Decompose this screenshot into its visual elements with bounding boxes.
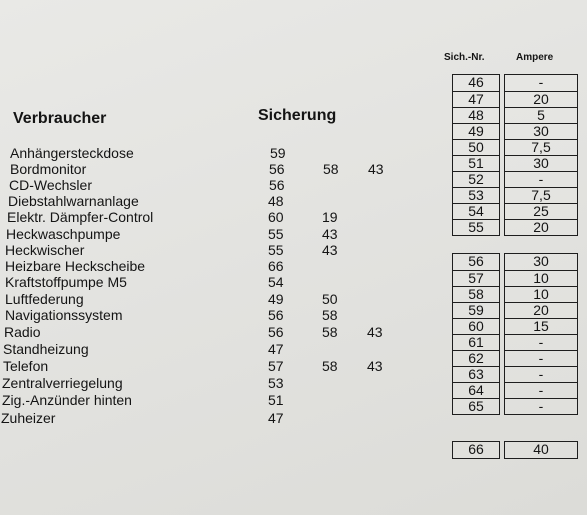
consumer-name: Luftfederung — [5, 291, 84, 307]
consumer-name: Navigationssystem — [5, 307, 123, 323]
fuse-number-column — [452, 74, 500, 236]
fuse-number-cell: 48 — [453, 107, 499, 123]
fuse-number: 51 — [268, 392, 284, 408]
ampere-cell: 10 — [505, 270, 577, 286]
fuse-number-cell: 62 — [453, 350, 499, 366]
fuse-number-cell: 63 — [453, 366, 499, 382]
fuse-number: 43 — [322, 226, 338, 242]
consumer-name: Radio — [4, 324, 41, 340]
fuse-number: 50 — [322, 291, 338, 307]
fuse-number-cell: 52 — [453, 171, 499, 187]
fuse-number-cell: 49 — [453, 123, 499, 139]
fuse-number: 49 — [268, 291, 284, 307]
fuse-number: 53 — [268, 375, 284, 391]
fuse-number-cell: 61 — [453, 334, 499, 350]
ampere-cell: 25 — [505, 203, 577, 219]
fuse-number-cell: 50 — [453, 139, 499, 155]
fuse-number: 47 — [268, 341, 284, 357]
ampere-cell: 15 — [505, 318, 577, 334]
fuse-number-column — [452, 441, 500, 459]
ampere-cell: - — [505, 350, 577, 366]
ampere-cell: 7,5 — [505, 139, 577, 155]
consumer-name: Heizbare Heckscheibe — [5, 258, 146, 274]
fuse-number: 43 — [367, 324, 383, 340]
fuse-number-cell: 66 — [468, 441, 484, 457]
fuse-number-cell: 58 — [453, 286, 499, 302]
fuse-number-cell: 56 — [468, 253, 484, 269]
ampere-cell: 20 — [505, 302, 577, 318]
fuse-number-cell: 46 — [468, 74, 484, 90]
consumer-name: Standheizung — [3, 341, 89, 357]
ampere-column — [504, 253, 578, 415]
fuse-number: 43 — [367, 358, 383, 374]
fuse-number-cell: 55 — [453, 219, 499, 235]
fuse-number-cell: 59 — [453, 302, 499, 318]
ampere-cell: 30 — [505, 123, 577, 139]
fuse-number-header: Sich.-Nr. — [444, 52, 485, 63]
ampere-column — [504, 74, 578, 236]
ampere-cell: 40 — [533, 441, 549, 457]
consumer-name: Zuheizer — [1, 410, 56, 426]
fuse-number-cell: 51 — [453, 155, 499, 171]
fuse-number-cell: 53 — [453, 187, 499, 203]
fuse-number: 43 — [322, 242, 338, 258]
consumer-heading: Verbraucher — [13, 110, 107, 127]
ampere-cell: - — [538, 74, 544, 90]
consumer-name: Diebstahlwarnanlage — [8, 193, 139, 209]
fuse-number: 59 — [270, 145, 286, 161]
fuse-number-cell: 64 — [453, 382, 499, 398]
ampere-cell: - — [505, 398, 577, 414]
fuse-number-cell: 60 — [453, 318, 499, 334]
ampere-cell: - — [505, 171, 577, 187]
fuse-number: 54 — [268, 274, 284, 290]
fuse-number: 55 — [268, 226, 284, 242]
consumer-name: Zentralverriegelung — [2, 375, 123, 391]
fuse-number: 56 — [268, 307, 284, 323]
ampere-cell: - — [505, 334, 577, 350]
ampere-cell: 30 — [533, 253, 549, 269]
ampere-cell: 20 — [505, 219, 577, 235]
fuse-number: 66 — [268, 258, 284, 274]
ampere-cell: 10 — [505, 286, 577, 302]
consumer-name: Kraftstoffpumpe M5 — [5, 274, 127, 290]
ampere-cell: 20 — [505, 91, 577, 107]
consumer-name: CD-Wechsler — [9, 177, 92, 193]
fuse-number-cell: 65 — [453, 398, 499, 414]
ampere-cell: - — [505, 382, 577, 398]
fuse-number-cell: 47 — [453, 91, 499, 107]
fuse-number-column — [452, 253, 500, 415]
consumer-name: Heckwischer — [5, 242, 85, 258]
fuse-number: 60 — [268, 209, 284, 225]
fuse-number: 19 — [322, 209, 338, 225]
consumer-name: Heckwaschpumpe — [6, 226, 121, 242]
fuse-number: 43 — [368, 161, 384, 177]
fuse-number-cell: 54 — [453, 203, 499, 219]
fuse-number: 58 — [323, 161, 339, 177]
ampere-cell: 7,5 — [505, 187, 577, 203]
fuse-number: 47 — [268, 410, 284, 426]
ampere-cell: 5 — [505, 107, 577, 123]
consumer-name: Elektr. Dämpfer-Control — [7, 209, 154, 225]
fuse-number: 58 — [322, 307, 338, 323]
fuse-number: 56 — [269, 161, 285, 177]
fuse-number: 56 — [269, 177, 285, 193]
fuse-number: 57 — [268, 358, 284, 374]
fuse-number: 55 — [268, 242, 284, 258]
fuse-heading: Sicherung — [258, 107, 337, 124]
ampere-cell: - — [505, 366, 577, 382]
consumer-name: Telefon — [3, 358, 49, 374]
consumer-name: Bordmonitor — [10, 161, 87, 177]
ampere-header: Ampere — [516, 52, 554, 63]
consumer-name: Zig.-Anzünder hinten — [2, 392, 132, 408]
fuse-number: 56 — [268, 324, 284, 340]
ampere-cell: 30 — [505, 155, 577, 171]
fuse-number: 48 — [268, 193, 284, 209]
fuse-number: 58 — [322, 324, 338, 340]
fuse-number: 58 — [322, 358, 338, 374]
fuse-number-cell: 57 — [453, 270, 499, 286]
ampere-column — [504, 441, 578, 459]
consumer-name: Anhängersteckdose — [10, 145, 134, 161]
